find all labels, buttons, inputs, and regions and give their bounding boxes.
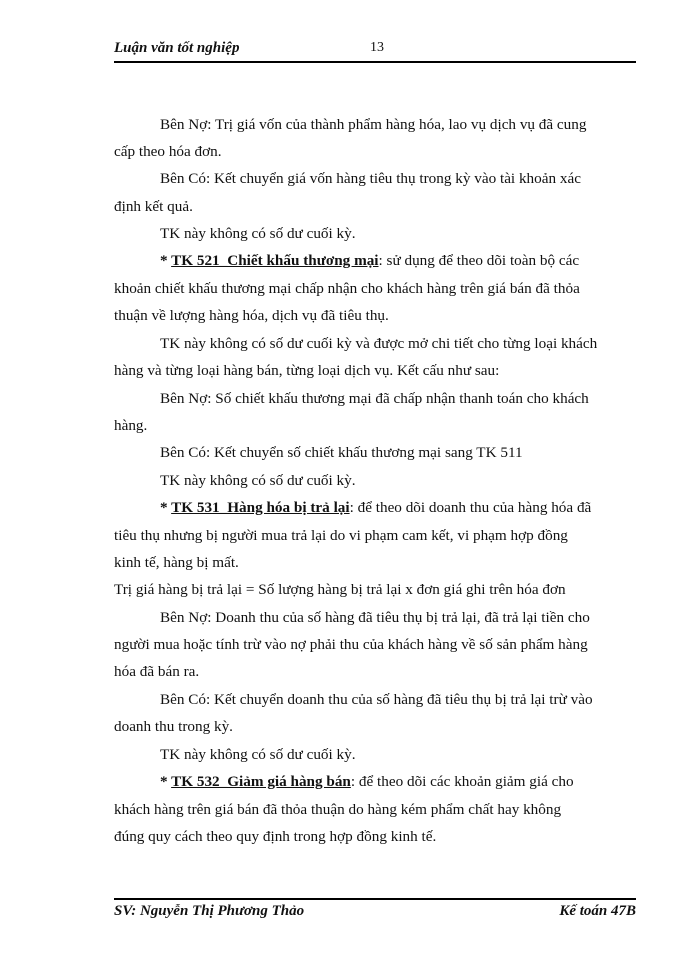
account-desc: : để theo dõi các khoản giảm giá cho (350, 773, 574, 790)
text-line: doanh thu trong kỳ. (114, 718, 233, 735)
text-line: Bên Nợ: Trị giá vốn của thành phẩm hàng hóa, lao vụ dịch vụ đã cung (160, 116, 587, 133)
text-line: Bên Nợ: Doanh thu của số hàng đã tiêu thụ bị trả lại, đã trả lại tiền cho (160, 609, 590, 626)
header-divider (114, 61, 636, 63)
text-line: TK này không có số dư cuối kỳ. (160, 472, 356, 489)
text-line: hàng và từng loại hàng bán, từng loại dịch vụ. Kết cấu như sau: (114, 362, 500, 379)
account-code: TK 521_Chiết khấu thương mại (171, 252, 379, 269)
text-line: tiêu thụ nhưng bị người mua trả lại do vi phạm cam kết, vi phạm hợp đồng (114, 527, 568, 544)
account-heading-531 (160, 498, 591, 518)
formula-line: Trị giá hàng bị trả lại = Số lượng hàng bị trả lại x đơn giá ghi trên hóa đơn (114, 581, 566, 598)
text-line: kinh tế, hàng bị mất. (114, 554, 239, 571)
bullet-star: * (160, 252, 172, 269)
text-line: Bên Nợ: Số chiết khấu thương mại đã chấp nhận thanh toán cho khách (160, 390, 589, 407)
text-line: khách hàng trên giá bán đã thỏa thuận do hàng kém phẩm chất hay không (114, 801, 562, 818)
text-line: Bên Có: Kết chuyển giá vốn hàng tiêu thụ trong kỳ vào tài khoản xác (160, 170, 581, 187)
text-line: Bên Có: Kết chuyển doanh thu của số hàng đã tiêu thụ bị trả lại trừ vào (160, 691, 593, 708)
text-line: cấp theo hóa đơn. (114, 143, 222, 160)
footer-author: SV: Nguyễn Thị Phương Thảo (114, 903, 305, 919)
text-line: hàng. (114, 417, 148, 434)
account-heading-532 (160, 772, 574, 792)
bullet-star: * (160, 773, 172, 790)
text-line: hóa đã bán ra. (114, 663, 200, 680)
text-line: đúng quy cách theo quy định trong hợp đồng kinh tế. (114, 828, 437, 845)
page-number: 13 (370, 40, 384, 55)
text-line: khoản chiết khấu thương mại chấp nhận cho khách hàng trên giá bán đã thỏa (114, 280, 580, 297)
text-line: Bên Có: Kết chuyển số chiết khấu thương mại sang TK 511 (160, 444, 523, 461)
account-desc: : sử dụng để theo dõi toàn bộ các (378, 252, 580, 269)
text-line: TK này không có số dư cuối kỳ. (160, 746, 356, 763)
text-line: thuận về lượng hàng hóa, dịch vụ đã tiêu thụ. (114, 307, 389, 324)
bullet-star: * (160, 499, 172, 516)
text-line: người mua hoặc tính trừ vào nợ phải thu của khách hàng về số sản phẩm hàng (114, 636, 588, 653)
text-line: TK này không có số dư cuối kỳ. (160, 225, 356, 242)
text-line: TK này không có số dư cuối kỳ và được mở chi tiết cho từng loại khách (160, 335, 598, 352)
account-code: TK 531_Hàng hóa bị trả lại (171, 499, 350, 516)
text-line: định kết quả. (114, 198, 193, 215)
account-code: TK 532_Giảm giá hàng bán (171, 773, 351, 790)
document-title: Luận văn tốt nghiệp (114, 40, 240, 56)
footer-divider (114, 898, 636, 900)
account-desc: : để theo dõi doanh thu của hàng hóa đã (349, 499, 592, 516)
account-heading-521 (160, 251, 579, 271)
footer-class: Kế toán 47B (559, 903, 636, 919)
